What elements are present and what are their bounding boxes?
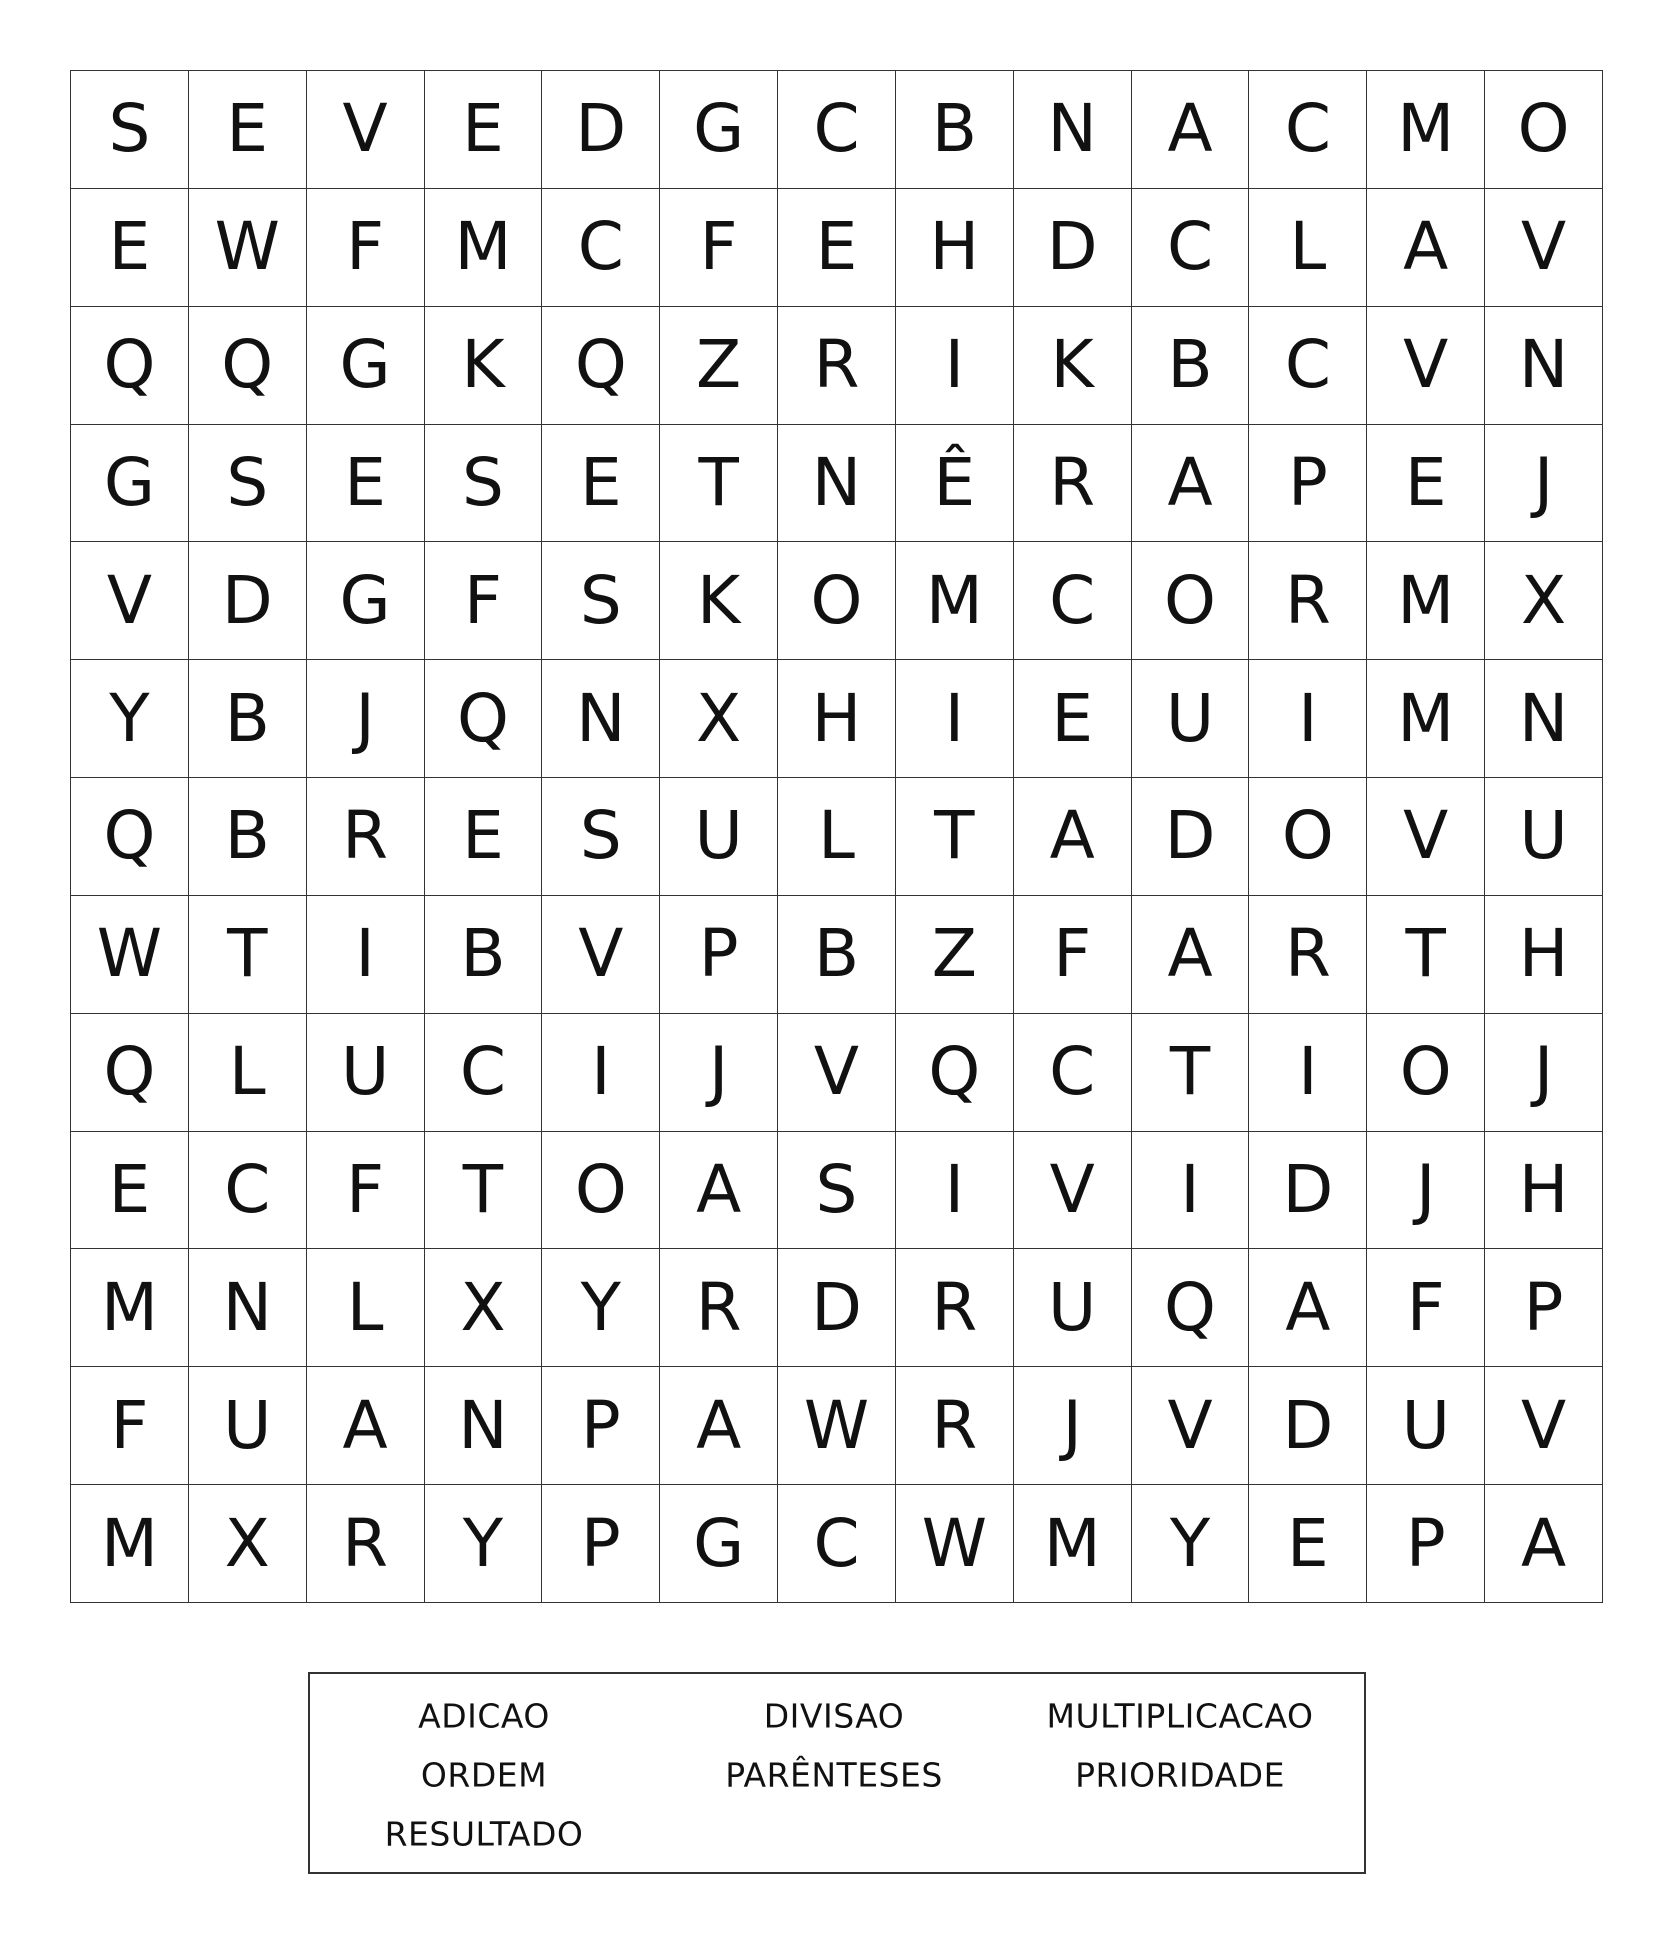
grid-cell[interactable]: R <box>307 1485 425 1603</box>
word-bank-item: MULTIPLICACAO <box>1046 1696 1314 1736</box>
word-bank-item: DIVISAO <box>763 1696 905 1736</box>
grid-cell[interactable]: U <box>660 778 778 896</box>
grid-cell[interactable]: P <box>1367 1485 1485 1603</box>
grid-cell[interactable]: F <box>660 189 778 307</box>
grid-cell[interactable]: V <box>307 71 425 189</box>
grid-cell[interactable]: Ê <box>896 425 1014 543</box>
grid-cell[interactable]: G <box>71 425 189 543</box>
grid-cell[interactable]: X <box>425 1249 543 1367</box>
grid-cell[interactable]: T <box>425 1132 543 1250</box>
grid-cell[interactable]: D <box>1132 778 1250 896</box>
grid-cell[interactable]: S <box>542 542 660 660</box>
grid-cell[interactable]: C <box>1014 1014 1132 1132</box>
grid-cell[interactable]: J <box>1485 425 1603 543</box>
grid-cell[interactable]: E <box>1014 660 1132 778</box>
grid-cell[interactable]: C <box>1014 542 1132 660</box>
grid-cell[interactable]: C <box>425 1014 543 1132</box>
grid-cell[interactable]: C <box>1132 189 1250 307</box>
grid-cell[interactable]: V <box>71 542 189 660</box>
grid-cell[interactable]: N <box>542 660 660 778</box>
grid-cell[interactable]: A <box>660 1367 778 1485</box>
grid-cell[interactable]: C <box>189 1132 307 1250</box>
grid-cell[interactable]: E <box>425 71 543 189</box>
grid-cell[interactable]: L <box>1249 189 1367 307</box>
grid-cell[interactable]: I <box>1249 660 1367 778</box>
grid-cell[interactable]: Q <box>71 1014 189 1132</box>
grid-cell[interactable]: P <box>542 1485 660 1603</box>
grid-cell[interactable]: F <box>307 189 425 307</box>
grid-cell[interactable]: A <box>307 1367 425 1485</box>
grid-cell[interactable]: D <box>778 1249 896 1367</box>
grid-cell[interactable]: C <box>1249 307 1367 425</box>
grid-cell[interactable]: Y <box>425 1485 543 1603</box>
grid-cell[interactable]: C <box>778 1485 896 1603</box>
grid-cell[interactable]: M <box>1367 660 1485 778</box>
grid-cell[interactable]: H <box>1485 896 1603 1014</box>
grid-cell[interactable]: A <box>1485 1485 1603 1603</box>
grid-cell[interactable]: H <box>1485 1132 1603 1250</box>
grid-cell[interactable]: O <box>778 542 896 660</box>
grid-cell[interactable]: W <box>778 1367 896 1485</box>
grid-cell[interactable]: O <box>542 1132 660 1250</box>
grid-cell[interactable]: D <box>1249 1132 1367 1250</box>
grid-cell[interactable]: T <box>1367 896 1485 1014</box>
grid-cell[interactable]: U <box>189 1367 307 1485</box>
grid-cell[interactable]: U <box>1132 660 1250 778</box>
grid-cell[interactable]: H <box>778 660 896 778</box>
grid-cell[interactable]: V <box>1485 189 1603 307</box>
grid-cell[interactable]: S <box>542 778 660 896</box>
grid-cell[interactable]: N <box>189 1249 307 1367</box>
grid-cell[interactable]: W <box>896 1485 1014 1603</box>
grid-cell[interactable]: F <box>1014 896 1132 1014</box>
grid-cell[interactable]: I <box>542 1014 660 1132</box>
grid-cell[interactable]: A <box>1132 71 1250 189</box>
grid-cell[interactable]: G <box>307 542 425 660</box>
word-bank-item: PARÊNTESES <box>725 1755 943 1795</box>
grid-cell[interactable]: V <box>1485 1367 1603 1485</box>
grid-cell[interactable]: B <box>189 778 307 896</box>
grid-cell[interactable]: A <box>1249 1249 1367 1367</box>
grid-cell[interactable]: J <box>660 1014 778 1132</box>
grid-cell[interactable]: D <box>542 71 660 189</box>
grid-cell[interactable]: E <box>71 189 189 307</box>
grid-cell[interactable]: N <box>778 425 896 543</box>
grid-cell[interactable]: X <box>1485 542 1603 660</box>
grid-cell[interactable]: D <box>189 542 307 660</box>
grid-cell[interactable]: W <box>189 189 307 307</box>
grid-cell[interactable]: E <box>307 425 425 543</box>
grid-cell[interactable]: Q <box>189 307 307 425</box>
grid-cell[interactable]: T <box>896 778 1014 896</box>
grid-cell[interactable]: X <box>660 660 778 778</box>
grid-cell[interactable]: B <box>778 896 896 1014</box>
grid-cell[interactable]: C <box>542 189 660 307</box>
grid-cell[interactable]: R <box>778 307 896 425</box>
grid-cell[interactable]: O <box>1485 71 1603 189</box>
grid-cell[interactable]: I <box>896 660 1014 778</box>
grid-cell[interactable]: N <box>425 1367 543 1485</box>
grid-cell[interactable]: E <box>778 189 896 307</box>
grid-cell[interactable]: A <box>1367 189 1485 307</box>
grid-cell[interactable]: J <box>307 660 425 778</box>
grid-cell[interactable]: M <box>1014 1485 1132 1603</box>
grid-cell[interactable]: L <box>307 1249 425 1367</box>
grid-cell[interactable]: K <box>1014 307 1132 425</box>
grid-cell[interactable]: T <box>189 896 307 1014</box>
grid-cell[interactable]: B <box>1132 307 1250 425</box>
grid-cell[interactable]: T <box>1132 1014 1250 1132</box>
word-bank-item: RESULTADO <box>384 1814 584 1854</box>
grid-cell[interactable]: A <box>1014 778 1132 896</box>
grid-cell[interactable]: M <box>71 1485 189 1603</box>
grid-cell[interactable]: V <box>1014 1132 1132 1250</box>
grid-cell[interactable]: F <box>1367 1249 1485 1367</box>
grid-cell[interactable]: E <box>1367 425 1485 543</box>
grid-cell[interactable]: R <box>896 1249 1014 1367</box>
grid-cell[interactable]: A <box>1132 896 1250 1014</box>
grid-cell[interactable]: C <box>1249 71 1367 189</box>
grid-cell[interactable]: F <box>307 1132 425 1250</box>
grid-cell[interactable]: M <box>71 1249 189 1367</box>
grid-cell[interactable]: I <box>896 307 1014 425</box>
grid-cell[interactable]: B <box>896 71 1014 189</box>
grid-cell[interactable]: O <box>1132 542 1250 660</box>
grid-cell[interactable]: M <box>1367 71 1485 189</box>
grid-cell[interactable]: N <box>1014 71 1132 189</box>
grid-cell[interactable]: I <box>1132 1132 1250 1250</box>
grid-cell[interactable]: V <box>542 896 660 1014</box>
grid-cell[interactable]: H <box>896 189 1014 307</box>
grid-cell[interactable]: F <box>425 542 543 660</box>
grid-cell[interactable]: R <box>896 1367 1014 1485</box>
grid-cell[interactable]: U <box>1014 1249 1132 1367</box>
grid-cell[interactable]: L <box>778 778 896 896</box>
grid-cell[interactable]: C <box>778 71 896 189</box>
grid-cell[interactable]: J <box>1367 1132 1485 1250</box>
word-bank <box>308 1672 1366 1874</box>
grid-cell[interactable]: K <box>660 542 778 660</box>
grid-cell[interactable]: Q <box>542 307 660 425</box>
grid-cell[interactable]: P <box>542 1367 660 1485</box>
grid-cell[interactable]: F <box>71 1367 189 1485</box>
grid-cell[interactable]: B <box>425 896 543 1014</box>
grid-cell[interactable]: P <box>1485 1249 1603 1367</box>
word-bank-item: ADICAO <box>418 1696 550 1736</box>
grid-cell[interactable]: S <box>778 1132 896 1250</box>
word-bank-item: ORDEM <box>420 1755 548 1795</box>
grid-cell[interactable]: D <box>1014 189 1132 307</box>
grid-cell[interactable]: U <box>1485 778 1603 896</box>
grid-cell[interactable]: O <box>1367 1014 1485 1132</box>
grid-cell[interactable]: R <box>307 778 425 896</box>
grid-cell[interactable]: E <box>1249 1485 1367 1603</box>
grid-cell[interactable]: T <box>660 425 778 543</box>
letter-grid <box>70 70 1603 1603</box>
grid-cell[interactable]: Y <box>542 1249 660 1367</box>
grid-cell[interactable]: A <box>1132 425 1250 543</box>
grid-cell[interactable]: Q <box>425 660 543 778</box>
grid-cell[interactable]: K <box>425 307 543 425</box>
grid-cell[interactable]: J <box>1485 1014 1603 1132</box>
grid-cell[interactable]: E <box>542 425 660 543</box>
grid-cell[interactable]: N <box>1485 660 1603 778</box>
grid-cell[interactable]: Y <box>1132 1485 1250 1603</box>
grid-cell[interactable]: Z <box>660 307 778 425</box>
grid-cell[interactable]: M <box>425 189 543 307</box>
grid-cell[interactable]: X <box>189 1485 307 1603</box>
grid-cell[interactable]: M <box>896 542 1014 660</box>
grid-cell[interactable]: A <box>660 1132 778 1250</box>
grid-cell[interactable]: V <box>1132 1367 1250 1485</box>
grid-cell[interactable]: R <box>1014 425 1132 543</box>
grid-cell[interactable]: E <box>189 71 307 189</box>
grid-cell[interactable]: P <box>660 896 778 1014</box>
grid-cell[interactable]: I <box>896 1132 1014 1250</box>
grid-cell[interactable]: Y <box>71 660 189 778</box>
grid-cell[interactable]: N <box>1485 307 1603 425</box>
grid-cell[interactable]: R <box>660 1249 778 1367</box>
grid-cell[interactable]: O <box>1249 778 1367 896</box>
grid-cell[interactable]: Q <box>896 1014 1014 1132</box>
grid-cell[interactable]: P <box>1249 425 1367 543</box>
grid-cell[interactable]: G <box>660 1485 778 1603</box>
grid-cell[interactable]: G <box>307 307 425 425</box>
grid-cell[interactable]: R <box>1249 896 1367 1014</box>
grid-cell[interactable]: E <box>425 778 543 896</box>
grid-cell[interactable]: V <box>778 1014 896 1132</box>
grid-cell[interactable]: L <box>189 1014 307 1132</box>
grid-cell[interactable]: S <box>189 425 307 543</box>
grid-cell[interactable]: I <box>1249 1014 1367 1132</box>
grid-cell[interactable]: W <box>71 896 189 1014</box>
grid-cell[interactable]: Q <box>1132 1249 1250 1367</box>
grid-cell[interactable]: J <box>1014 1367 1132 1485</box>
grid-cell[interactable]: U <box>1367 1367 1485 1485</box>
grid-cell[interactable]: D <box>1249 1367 1367 1485</box>
grid-cell[interactable]: I <box>307 896 425 1014</box>
grid-cell[interactable]: E <box>71 1132 189 1250</box>
grid-cell[interactable]: B <box>189 660 307 778</box>
grid-cell[interactable]: G <box>660 71 778 189</box>
grid-cell[interactable]: Q <box>71 778 189 896</box>
grid-cell[interactable]: Z <box>896 896 1014 1014</box>
grid-cell[interactable]: M <box>1367 542 1485 660</box>
grid-cell[interactable]: U <box>307 1014 425 1132</box>
grid-cell[interactable]: V <box>1367 778 1485 896</box>
grid-cell[interactable]: S <box>425 425 543 543</box>
grid-cell[interactable]: S <box>71 71 189 189</box>
word-bank-item: PRIORIDADE <box>1075 1755 1285 1795</box>
grid-cell[interactable]: Q <box>71 307 189 425</box>
grid-cell[interactable]: R <box>1249 542 1367 660</box>
grid-cell[interactable]: V <box>1367 307 1485 425</box>
